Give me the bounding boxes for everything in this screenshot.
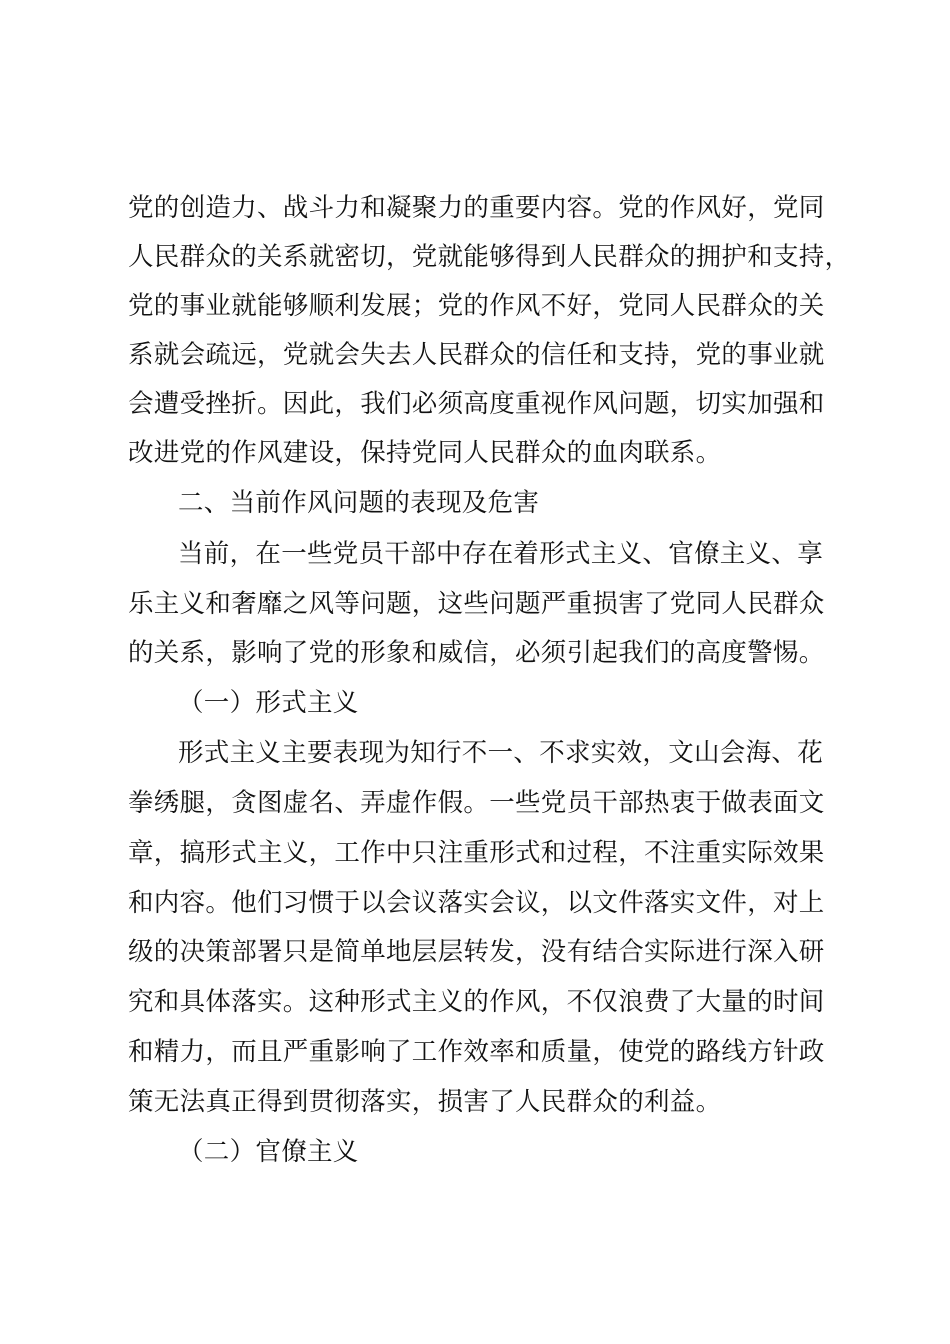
body-text-line: 拳绣腿，贪图虚名、弄虚作假。一些党员干部热衷于做表面文 <box>128 788 825 818</box>
subsection-heading: （二）官僚主义 <box>178 1137 359 1167</box>
subsection-heading: （一）形式主义 <box>178 688 359 718</box>
body-text-line: 究和具体落实。这种形式主义的作风，不仅浪费了大量的时间 <box>128 987 825 1017</box>
body-text-line: 级的决策部署只是简单地层层转发，没有结合实际进行深入研 <box>128 937 825 967</box>
body-text-line: 系就会疏远，党就会失去人民群众的信任和支持，党的事业就 <box>128 340 825 370</box>
body-text-line: 当前，在一些党员干部中存在着形式主义、官僚主义、享 <box>178 539 824 569</box>
body-text-line: 形式主义主要表现为知行不一、不求实效，文山会海、花 <box>178 738 824 768</box>
body-text-line: 会遭受挫折。因此，我们必须高度重视作风问题，切实加强和 <box>128 389 825 419</box>
body-text-line: 和内容。他们习惯于以会议落实会议，以文件落实文件，对上 <box>128 888 825 918</box>
body-text-line: 章，搞形式主义，工作中只注重形式和过程，不注重实际效果 <box>128 838 825 868</box>
body-text-line: 的关系，影响了党的形象和威信，必须引起我们的高度警惕。 <box>128 638 825 668</box>
body-text-line: 党的创造力、战斗力和凝聚力的重要内容。党的作风好，党同 <box>128 193 825 223</box>
body-text-line: 人民群众的关系就密切，党就能够得到人民群众的拥护和支持， <box>128 242 851 272</box>
section-heading: 二、当前作风问题的表现及危害 <box>178 488 540 518</box>
body-text-line: 改进党的作风建设，保持党同人民群众的血肉联系。 <box>128 438 722 468</box>
body-text-line: 和精力，而且严重影响了工作效率和质量，使党的路线方针政 <box>128 1037 825 1067</box>
body-text-line: 策无法真正得到贯彻落实，损害了人民群众的利益。 <box>128 1087 722 1117</box>
body-text-line: 党的事业就能够顺利发展；党的作风不好，党同人民群众的关 <box>128 291 825 321</box>
body-text-line: 乐主义和奢靡之风等问题，这些问题严重损害了党同人民群众 <box>128 589 825 619</box>
